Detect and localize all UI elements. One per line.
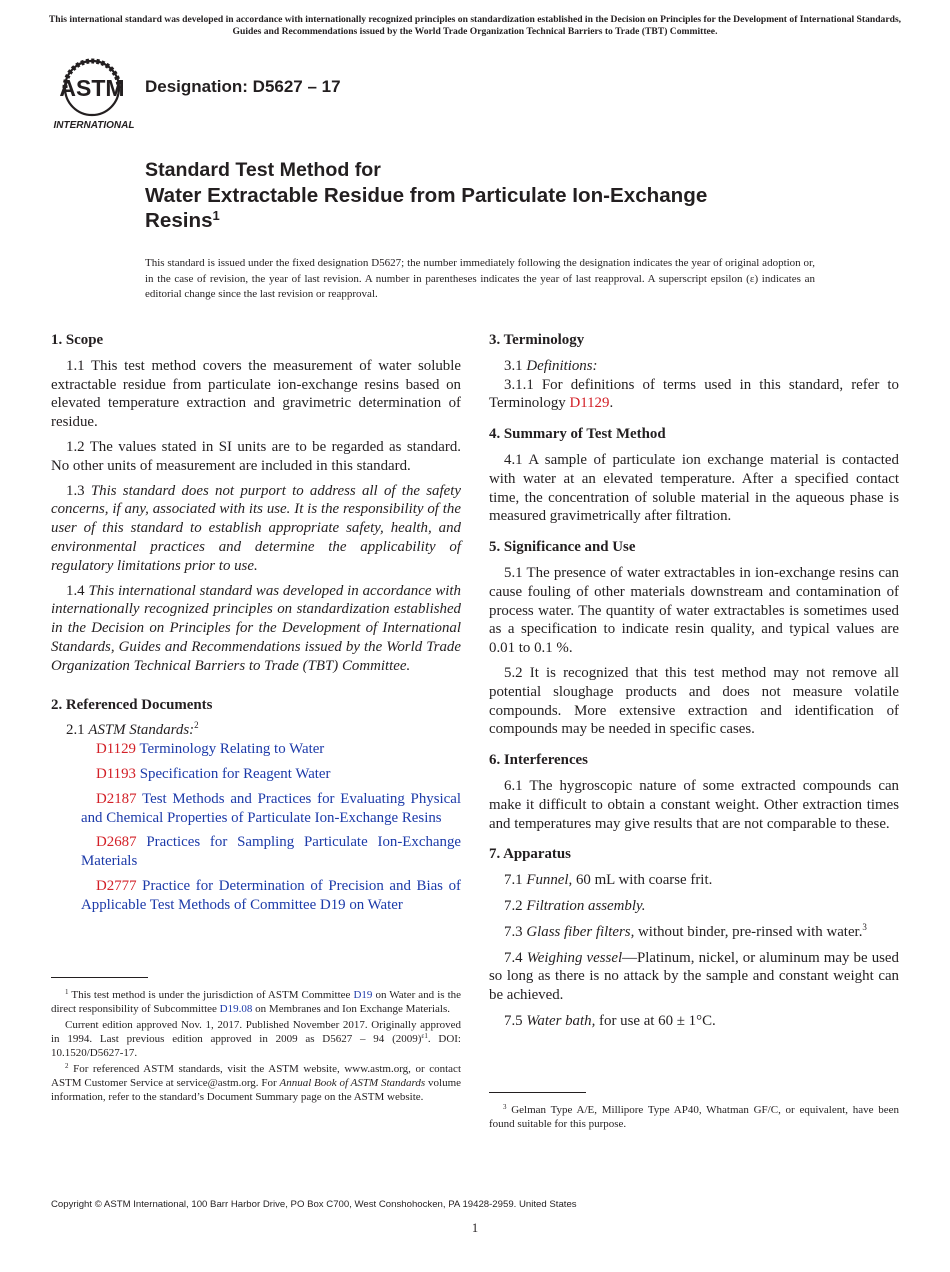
- apparatus-term: Weighing vessel: [526, 949, 623, 966]
- link-d19[interactable]: D19: [353, 989, 373, 1001]
- footnote-divider-right: [489, 1092, 586, 1093]
- international-standard-notice: This international standard was developed in accordance with internationally recognized principles on standardization established in the Decision on Principles for the Development of International Standards, Guides and Recommendations issued by the World Trade Organization Technical Barriers to Trade (TBT) Committee.: [48, 14, 902, 38]
- title-line-3: Resins: [145, 209, 213, 232]
- reference-code-link[interactable]: D2687: [96, 834, 137, 851]
- paragraph-number: 7.4: [504, 949, 523, 966]
- paragraph-1-1: 1.1 This test method covers the measurement of water soluble extractable residue from particulate ion-exchange resins based on elevated temperature extraction and gravimetric determination of residue.: [51, 357, 461, 431]
- paragraph-3-1: [489, 357, 899, 376]
- astm-logo-icon: [52, 56, 136, 132]
- apparatus-item: [489, 949, 899, 1005]
- issue-statement: This standard is issued under the fixed designation D5627; the number immediately following the designation indicates the year of original adoption or, in the case of revision, the year of last revision. A number in parentheses indicates the year of last reapproval. A superscript epsilon (ε) indicates an editorial change since the last revision or reapproval.: [145, 257, 815, 301]
- section-heading-terminology: 3. Terminology: [489, 332, 585, 348]
- section-heading-apparatus: 7. Apparatus: [489, 846, 571, 863]
- left-column: [51, 331, 461, 921]
- reference-item: [51, 765, 461, 784]
- page-number: 1: [471, 1221, 479, 1235]
- paragraph-1-4-text: This international standard was developed in accordance with internationally recognized principles on standardization established in the Decision on Principles for the Development of International Standards, Guides and Recommendations issued by the World Trade Organization Technical Barriers to Trade (TBT) Committee.: [51, 582, 461, 674]
- reference-title-link[interactable]: Terminology Relating to Water: [139, 741, 325, 758]
- referenced-documents-list: [51, 740, 461, 914]
- apparatus-text: without binder, pre-rinsed with water.: [634, 923, 863, 940]
- paragraph-1-2: 1.2 The values stated in SI units are to be regarded as standard. No other units of measurement are included in this standard.: [51, 438, 461, 474]
- apparatus-text: for use at 60 ± 1°C.: [595, 1012, 716, 1029]
- link-d19-08[interactable]: D19.08: [219, 1003, 253, 1015]
- section-heading-referenced-documents: 2. Referenced Documents: [51, 696, 213, 713]
- reference-item: [51, 790, 461, 828]
- footnote-mark-2[interactable]: 2: [194, 720, 199, 731]
- reference-code-link[interactable]: D1129: [96, 741, 136, 758]
- section-heading-interferences: 6. Interferences: [489, 752, 588, 769]
- paragraph-number: 7.5: [504, 1012, 523, 1029]
- paragraph-number: 7.3: [504, 923, 523, 940]
- section-heading-significance: 5. Significance and Use: [489, 539, 636, 556]
- copyright-line: Copyright © ASTM International, 100 Barr Harbor Drive, PO Box C700, West Conshohocken, PA 19428-2959. United States: [51, 1199, 577, 1210]
- footnote-1-edition: Current edition approved Nov. 1, 2017. Published November 2017. Originally approved in 1994. Last previous edition approved in 2009 as D5627 – 94 $(2009)^{\varepsilon 1}$. DOI: 10.1520/D5627-17.: [51, 1019, 461, 1059]
- title-line-2: Water Extractable Residue from Particulate Ion-Exchange: [145, 184, 708, 207]
- paragraph-2-1: [51, 721, 461, 740]
- definitions-label: Definitions:: [526, 357, 598, 374]
- footnote-mark-3[interactable]: 3: [862, 921, 867, 932]
- apparatus-term: Water bath,: [526, 1012, 596, 1029]
- apparatus-term: Glass fiber filters,: [526, 923, 635, 940]
- paragraph-number: 1.3: [66, 482, 85, 499]
- footnotes-right: [489, 1103, 899, 1133]
- footnote-divider-left: [51, 977, 148, 978]
- apparatus-item: [489, 1012, 899, 1031]
- paragraph-3-1-1-text: 3.1.1 For definitions of terms used in this standard, refer to Terminology: [489, 376, 899, 412]
- reference-title-link[interactable]: Specification for Reagent Water: [139, 765, 331, 782]
- designation: Designation: D5627 – 17: [145, 77, 341, 96]
- astm-standards-label: ASTM Standards:: [88, 722, 195, 739]
- paragraph-number: 7.1: [504, 872, 523, 889]
- right-column: [489, 331, 899, 1038]
- reference-title-link[interactable]: Practices for Sampling Particulate Ion-Exchange Materials: [81, 834, 462, 870]
- section-heading-scope: 1. Scope: [51, 332, 104, 348]
- paragraph-5-1: 5.1 The presence of water extractables in ion-exchange resins can cause fouling of other materials downstream and contamination of process water. The quantity of water extractables is sometimes used as a specification to indicate resin quality, and typical values are 0.01 to 0.1 %.: [489, 564, 899, 657]
- logo-wordmark: ASTM: [59, 75, 125, 101]
- logo-subtext: INTERNATIONAL: [53, 120, 135, 131]
- footnote-3: $^3$ Gelman Type A/E, Millipore Type AP40, Whatman GF/C, or equivalent, have been found suitable for this purpose.: [489, 1103, 900, 1130]
- apparatus-item: [489, 871, 899, 890]
- apparatus-term: Funnel,: [526, 872, 573, 889]
- reference-title-link[interactable]: Test Methods and Practices for Evaluating Physical and Chemical Properties of Particulate Ion-Exchange Resins: [81, 790, 461, 826]
- reference-item: [51, 833, 461, 871]
- paragraph-3-1-1: 3.1.1 For definitions of terms used in this standard, refer to Terminology D1129.: [489, 376, 899, 412]
- paragraph-number: 7.2: [504, 897, 523, 914]
- paragraph-1-4: [51, 582, 461, 676]
- reference-item: [51, 740, 461, 759]
- footnote-1: $^1$ This test method is under the jurisdiction of ASTM Committee D19 on Water and is the direct responsibility of Subcommittee D19.08 on Membranes and Ion Exchange Materials.: [51, 988, 462, 1015]
- apparatus-text: 60 mL with coarse frit.: [572, 872, 713, 889]
- apparatus-list: [489, 871, 899, 1031]
- paragraph-number: 2.1: [66, 722, 85, 739]
- apparatus-item: [489, 923, 899, 942]
- document-title: [145, 158, 905, 233]
- footnotes-left: [51, 988, 461, 1106]
- link-d1129[interactable]: D1129: [569, 395, 610, 412]
- reference-item: [51, 877, 461, 915]
- paragraph-number: 1.4: [66, 582, 85, 599]
- paragraph-6-1: 6.1 The hygroscopic nature of some extracted compounds can make it difficult to obtain a constant weight. Other extraction times and temperatures may give results that are not comparable to these.: [489, 777, 899, 832]
- reference-code-link[interactable]: D1193: [96, 765, 136, 782]
- footnote-2: $^2$ For referenced ASTM standards, visit the ASTM website, www.astm.org, or contact ASTM Customer Service at service@astm.org. For Annual Book of ASTM Standards volume information, refer to the standard’s Document Summary page on the ASTM website.: [51, 1062, 462, 1103]
- paragraph-number: 3.1: [504, 357, 523, 374]
- reference-code-link[interactable]: D2777: [96, 877, 137, 894]
- apparatus-term: Filtration assembly.: [526, 897, 646, 914]
- apparatus-text: —Platinum, nickel, or aluminum may be used so long as there is no attack by the sample and constant weight can be achieved.: [489, 949, 899, 1004]
- paragraph-5-2: 5.2 It is recognized that this test method may not remove all potential sloughage products and does not measure volatile compounds. More extensive extraction and identification of compounds may be needed in specific cases.: [489, 664, 899, 738]
- reference-title-link[interactable]: Practice for Determination of Precision and Bias of Applicable Test Methods of Committee D19 on Water: [81, 877, 461, 913]
- paragraph-4-1: 4.1 A sample of particulate ion exchange material is contacted with water at an elevated temperature. After a specified contact time, the concentration of soluble material in the aqueous phase is measured gravimetrically after filtration.: [489, 451, 899, 525]
- paragraph-1-3-text: This standard does not purport to address all of the safety concerns, if any, associated with its use. It is the responsibility of the user of this standard to establish appropriate safety, health, and environmental practices and determine the applicability of regulatory limitations prior to use.: [51, 482, 461, 574]
- apparatus-item: [489, 897, 899, 916]
- reference-code-link[interactable]: D2187: [96, 790, 137, 807]
- title-footnote-mark[interactable]: 1: [212, 208, 220, 223]
- paragraph-1-3: [51, 482, 461, 576]
- section-heading-summary: 4. Summary of Test Method: [489, 426, 666, 443]
- title-line-1: Standard Test Method for: [145, 159, 381, 181]
